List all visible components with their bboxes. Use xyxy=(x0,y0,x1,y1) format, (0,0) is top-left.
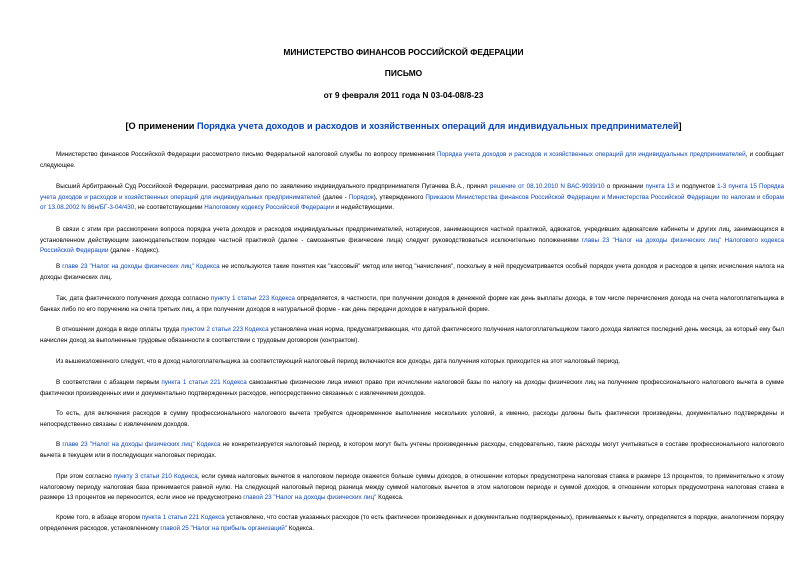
p2-text-5: ), утвержденного xyxy=(373,193,426,201)
p12-text-1: Кроме того, в абзаце втором xyxy=(56,514,142,521)
p8-text-2: самозанятые физические лица имеют право при исчислении налоговой базы по налогу на доходы физических лиц на получение профессионального налогового вычета в сумме фактически произведенных ими и документально подтвержденных расходов, непосредственно связанных с извлечением доходов. xyxy=(40,379,785,397)
title-open: [О применении xyxy=(125,121,197,131)
p2-link-3[interactable]: 1-3 пункта 15 Порядка учета доходов и расходов и хозяйственных операций для индивидуальных предпринимателей xyxy=(40,183,784,201)
doc-type-heading: ПИСЬМО xyxy=(384,68,423,78)
p4-text-2: не используются такие понятия как "кассовый" метод или метод "начисления", поскольку в ней предусматривается особый порядок учета доходов и расходов в целях исчисления налога на доходы физических лиц. xyxy=(40,263,784,281)
p11-link-2[interactable]: главой 23 "Налог на доходы физических лиц" xyxy=(243,494,377,501)
p5-text-1: Так, дата фактического получения дохода согласно xyxy=(56,295,211,302)
paragraph-11 xyxy=(40,472,784,504)
paragraph-10 xyxy=(40,440,784,461)
p3-text-2: (далее - Кодекс). xyxy=(108,247,160,254)
paragraph-2 xyxy=(40,182,784,214)
p6-link-1[interactable]: пунктом 2 статьи 223 Кодекса xyxy=(181,326,269,333)
p4-text-1: В xyxy=(56,263,63,270)
p11-text-1: При этом согласно xyxy=(56,473,114,480)
p3-text-1: В связи с этим при рассмотрении вопроса порядка учета доходов и расходов индивидуальных предпринимателей, нотариусов, занимающихся частной практикой, адвокатов, учредивших адвокатские кабинеты и других лиц, занимающихся в установленном действующим законодательством порядке частной практикой (далее - самозанятые физические лица) следует руководствоваться исключительно положениями xyxy=(40,226,784,244)
p1-text-2: , и сообщает следующее. xyxy=(40,151,784,169)
p3-link-1[interactable]: главы 23 "Налог на доходы физических лиц" Налогового кодекса Российской Федерации xyxy=(40,236,784,254)
p12-text-3: Кодекса. xyxy=(286,524,315,532)
p11-text-2: , если сумма налоговых вычетов в налоговом периоде окажется больше суммы доходов, в отношении которых предусмотрена налоговая ставка в размере 13 процентов, то применительно к этому налоговому периоду налоговая база принимается равной нулю. На следующий налоговый период разница между суммой налоговых вычетов в этом налоговом периоде и суммой доходов, в отношении которых предусмотрена налоговая ставка в размере 13 процентов не переносится, если иное не предусмотрено xyxy=(40,473,784,501)
p8-text-1: В соответствии с абзацем первым xyxy=(56,379,162,386)
paragraph-12 xyxy=(40,513,784,534)
p2-link-5[interactable]: Приказом Министерства финансов Российской Федерации и Министерства Российской Федерации по налогам и сборам от 13.08.2002 N 86н/БГ-3-04/430 xyxy=(40,193,785,211)
date-number-heading: от 9 февраля 2011 года N 03-04-08/8-23 xyxy=(323,90,484,100)
p2-text-6: , не соответствующими xyxy=(134,204,205,211)
p12-text-2: установлено, что состав указанных расходов (то есть фактически произведенных и документально подтвержденных), принимаемых к вычету, определяется в порядке, аналогичном порядку определения расходов, установленному xyxy=(40,514,784,532)
p10-text-1: В xyxy=(56,441,63,448)
p2-text-3: и подпунктов xyxy=(673,183,718,190)
p12-link-1[interactable]: пункта 1 статьи 221 Кодекса xyxy=(141,514,225,521)
p11-text-3: Кодекса. xyxy=(376,494,404,501)
p1-link-1[interactable]: Порядка учета доходов и расходов и хозяйственных операций для индивидуальных предпринимателей xyxy=(437,151,746,158)
ministry-heading: МИНИСТЕРСТВО ФИНАНСОВ РОССИЙСКОЙ ФЕДЕРАЦИИ xyxy=(283,47,524,57)
p4-link-1[interactable]: главе 23 "Налог на доходы физических лиц" Кодекса xyxy=(62,263,220,270)
p2-text-7: и недействующими. xyxy=(334,204,394,211)
document-title xyxy=(0,121,807,132)
paragraph-6 xyxy=(40,325,784,346)
p2-text-2: о признании xyxy=(604,183,646,190)
paragraph-4 xyxy=(40,262,784,283)
paragraph-9 xyxy=(40,409,784,430)
p6-text-2: установлена иная норма, предусматривающая, что датой фактического получения налогоплательщиком такого дохода является последний день месяца, за который ему был начислен доход за выполненные трудовые обязанности в соответствии с трудовым договором (контрактом). xyxy=(40,326,785,344)
p2-link-4[interactable]: Порядок xyxy=(348,193,374,201)
p5-text-2: определяется, в частности, при получении доходов в денежной форме как день выплаты дохода, в том числе перечисления дохода на счета налогоплательщика в банках либо по его поручению на счета третьих лиц, а при получении доходов в натуральной форме - как день передачи доходов в натуральной форме. xyxy=(40,295,784,313)
paragraph-5 xyxy=(40,294,784,315)
p10-link-1[interactable]: главе 23 "Налог на доходы физических лиц" Кодекса xyxy=(62,441,221,448)
p2-link-2[interactable]: пункта 13 xyxy=(645,183,674,190)
paragraph-8 xyxy=(40,378,784,399)
p2-link-6[interactable]: Налоговому кодексу Российской Федерации xyxy=(204,204,335,211)
p2-text-4: (далее - xyxy=(320,193,349,201)
p7-text-1: Из вышеизложенного следует, что в доход налогоплательщика за соответствующий налоговый период включаются все доходы, дата получения которых приходится на этот налоговый период. xyxy=(56,358,620,365)
paragraph-3 xyxy=(40,225,784,257)
p8-link-1[interactable]: пункта 1 статьи 221 Кодекса xyxy=(161,379,247,386)
title-close: ] xyxy=(678,121,682,131)
p9-text-1: То есть, для включения расходов в сумму профессионального налогового вычета требуется одновременное выполнение нескольких условий, а именно, расходы должны быть фактически произведены, документально подтверждены и непосредственно связаны с извлечением доходов. xyxy=(40,410,784,428)
p2-link-1[interactable]: решение от 08.10.2010 N ВАС-9939/10 xyxy=(489,183,605,190)
p5-link-1[interactable]: пункту 1 статьи 223 Кодекса xyxy=(210,295,295,302)
p2-text-1: Высший Арбитражный Суд Российской Федерации, рассматривая дело по заявлению индивидуального предпринимателя Пугачева В.А., принял xyxy=(56,183,490,190)
title-link[interactable]: Порядка учета доходов и расходов и хозяйственных операций для индивидуальных предпринимателей xyxy=(196,121,679,131)
p6-text-1: В отношении дохода в виде оплаты труда xyxy=(56,326,182,333)
p12-link-2[interactable]: главой 25 "Налог на прибыль организаций" xyxy=(160,524,287,532)
p10-text-2: не конкретизируется налоговый период, в котором могут быть учтены произведенные расходы, следовательно, такие расходы могут учитываться в составе профессионального налогового вычета в текущем или в последующих налоговых периодах. xyxy=(40,441,785,459)
p1-text-1: Министерство финансов Российской Федерации рассмотрело письмо Федеральной налоговой службы по вопросу применения xyxy=(56,151,438,158)
paragraph-7 xyxy=(40,357,784,368)
p11-link-1[interactable]: пункту 3 статьи 210 Кодекса xyxy=(113,473,198,480)
paragraph-1 xyxy=(40,150,784,171)
